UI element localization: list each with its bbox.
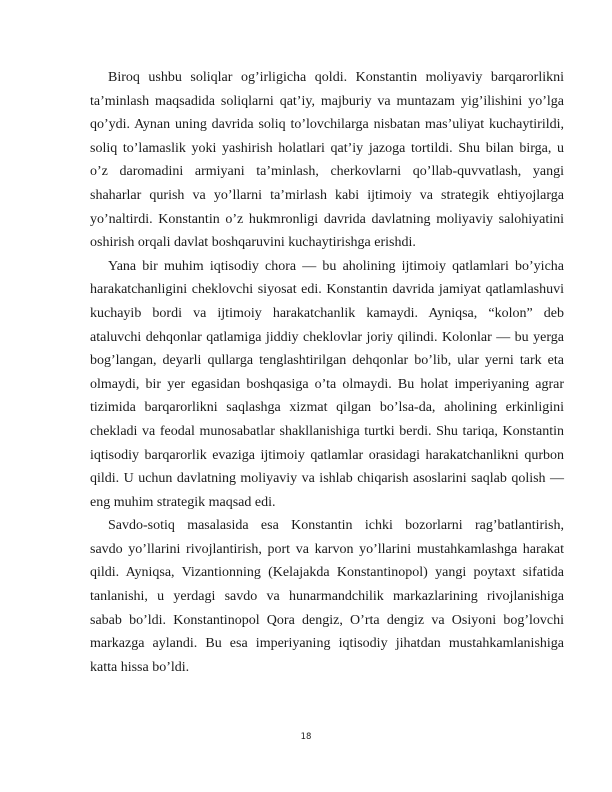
text-line: kuchayib bordi va ijtimoiy harakatchanlik kamaydi. Ayniqsa, “kolon” deb [90, 305, 564, 321]
text-line: yo’naltirdi. Konstantin o’z hukmronligi davrida davlatning moliyaviy salohiyatini [90, 211, 564, 227]
body-text [90, 66, 564, 679]
text-line: qildi. U uchun davlatning moliyaviy va ishlab chiqarish asoslarini saqlab qolish — [90, 471, 564, 487]
page-number: 18 [300, 732, 312, 742]
text-line: qildi. Ayniqsa, Vizantionning (Kelajakda Konstantinopol) yangi poytaxt sifatida [90, 565, 564, 581]
text-line: ataluvchi dehqonlar qatlamiga jiddiy cheklovlar joriy qilindi. Kolonlar — bu yerga [90, 329, 564, 345]
text-line: savdo yo’llarini rivojlantirish, port va karvon yo’llarini mustahkamlashga harakat [90, 541, 564, 557]
text-line: Savdo-sotiq masalasida esa Konstantin ichki bozorlarni rag’batlantirish, [108, 518, 564, 534]
text-line: harakatchanligini cheklovchi siyosat edi. Konstantin davrida jamiyat qatlamlashuvi [90, 282, 564, 298]
text-line: sabab bo’ldi. Konstantinopol Qora dengiz, O’rta dengiz va Osiyoni bog’lovchi [90, 612, 564, 628]
paragraph [90, 255, 564, 515]
text-line: tanlanishi, u yerdagi savdo va hunarmandchilik markazlarining rivojlanishiga [90, 589, 564, 605]
paragraph [90, 66, 564, 255]
text-line: qo’ydi. Aynan uning davrida soliq to’lovchilarga nisbatan mas’uliyat kuchaytirildi, [90, 117, 564, 133]
text-line: katta hissa bo’ldi. [90, 659, 190, 675]
text-line: olmaydi, bir yer egasidan boshqasiga o’ta olmaydi. Bu holat imperiyaning agrar [90, 376, 564, 392]
text-line: iqtisodiy barqarorlik evaziga ijtimoiy qatlamlar orasidagi harakatchanlikni qurbon [90, 447, 564, 463]
text-line: shaharlar qurish va yo’llarni ta’mirlash kabi ijtimoiy va strategik ehtiyojlarga [90, 187, 564, 203]
text-line: Yana bir muhim iqtisodiy chora — bu aholining ijtimoiy qatlamlari bo’yicha [108, 258, 564, 274]
paragraph [90, 514, 564, 679]
text-line: oshirish orqali davlat boshqaruvini kuchaytirishga erishdi. [90, 235, 416, 251]
text-line: eng muhim strategik maqsad edi. [90, 494, 276, 510]
text-line: bog’langan, deyarli qullarga tenglashtirilgan dehqonlar bo’lib, ular yerni tark eta [90, 353, 564, 369]
text-line: tizimida barqarorlikni saqlashga xizmat qilgan bo’lsa-da, aholining erkinligini [90, 400, 564, 416]
text-line: ta’minlash maqsadida soliqlarni qat’iy, majburiy va muntazam yig’ilishini yo’lga [90, 93, 564, 109]
text-line: markazga aylandi. Bu esa imperiyaning iqtisodiy jihatdan mustahkamlanishiga [90, 636, 564, 652]
text-line: o’z daromadini armiyani ta’minlash, cherkovlarni qo’llab-quvvatlash, yangi [90, 164, 564, 180]
text-line: chekladi va feodal munosabatlar shakllanishiga turtki berdi. Shu tariqa, Konstantin [90, 423, 564, 439]
text-line: soliq to’lamaslik yoki yashirish holatlari qat’iy jazoga tortildi. Shu bilan birga, u [90, 140, 564, 156]
text-line: Biroq ushbu soliqlar og’irligicha qoldi. Konstantin moliyaviy barqarorlikni [108, 70, 564, 85]
